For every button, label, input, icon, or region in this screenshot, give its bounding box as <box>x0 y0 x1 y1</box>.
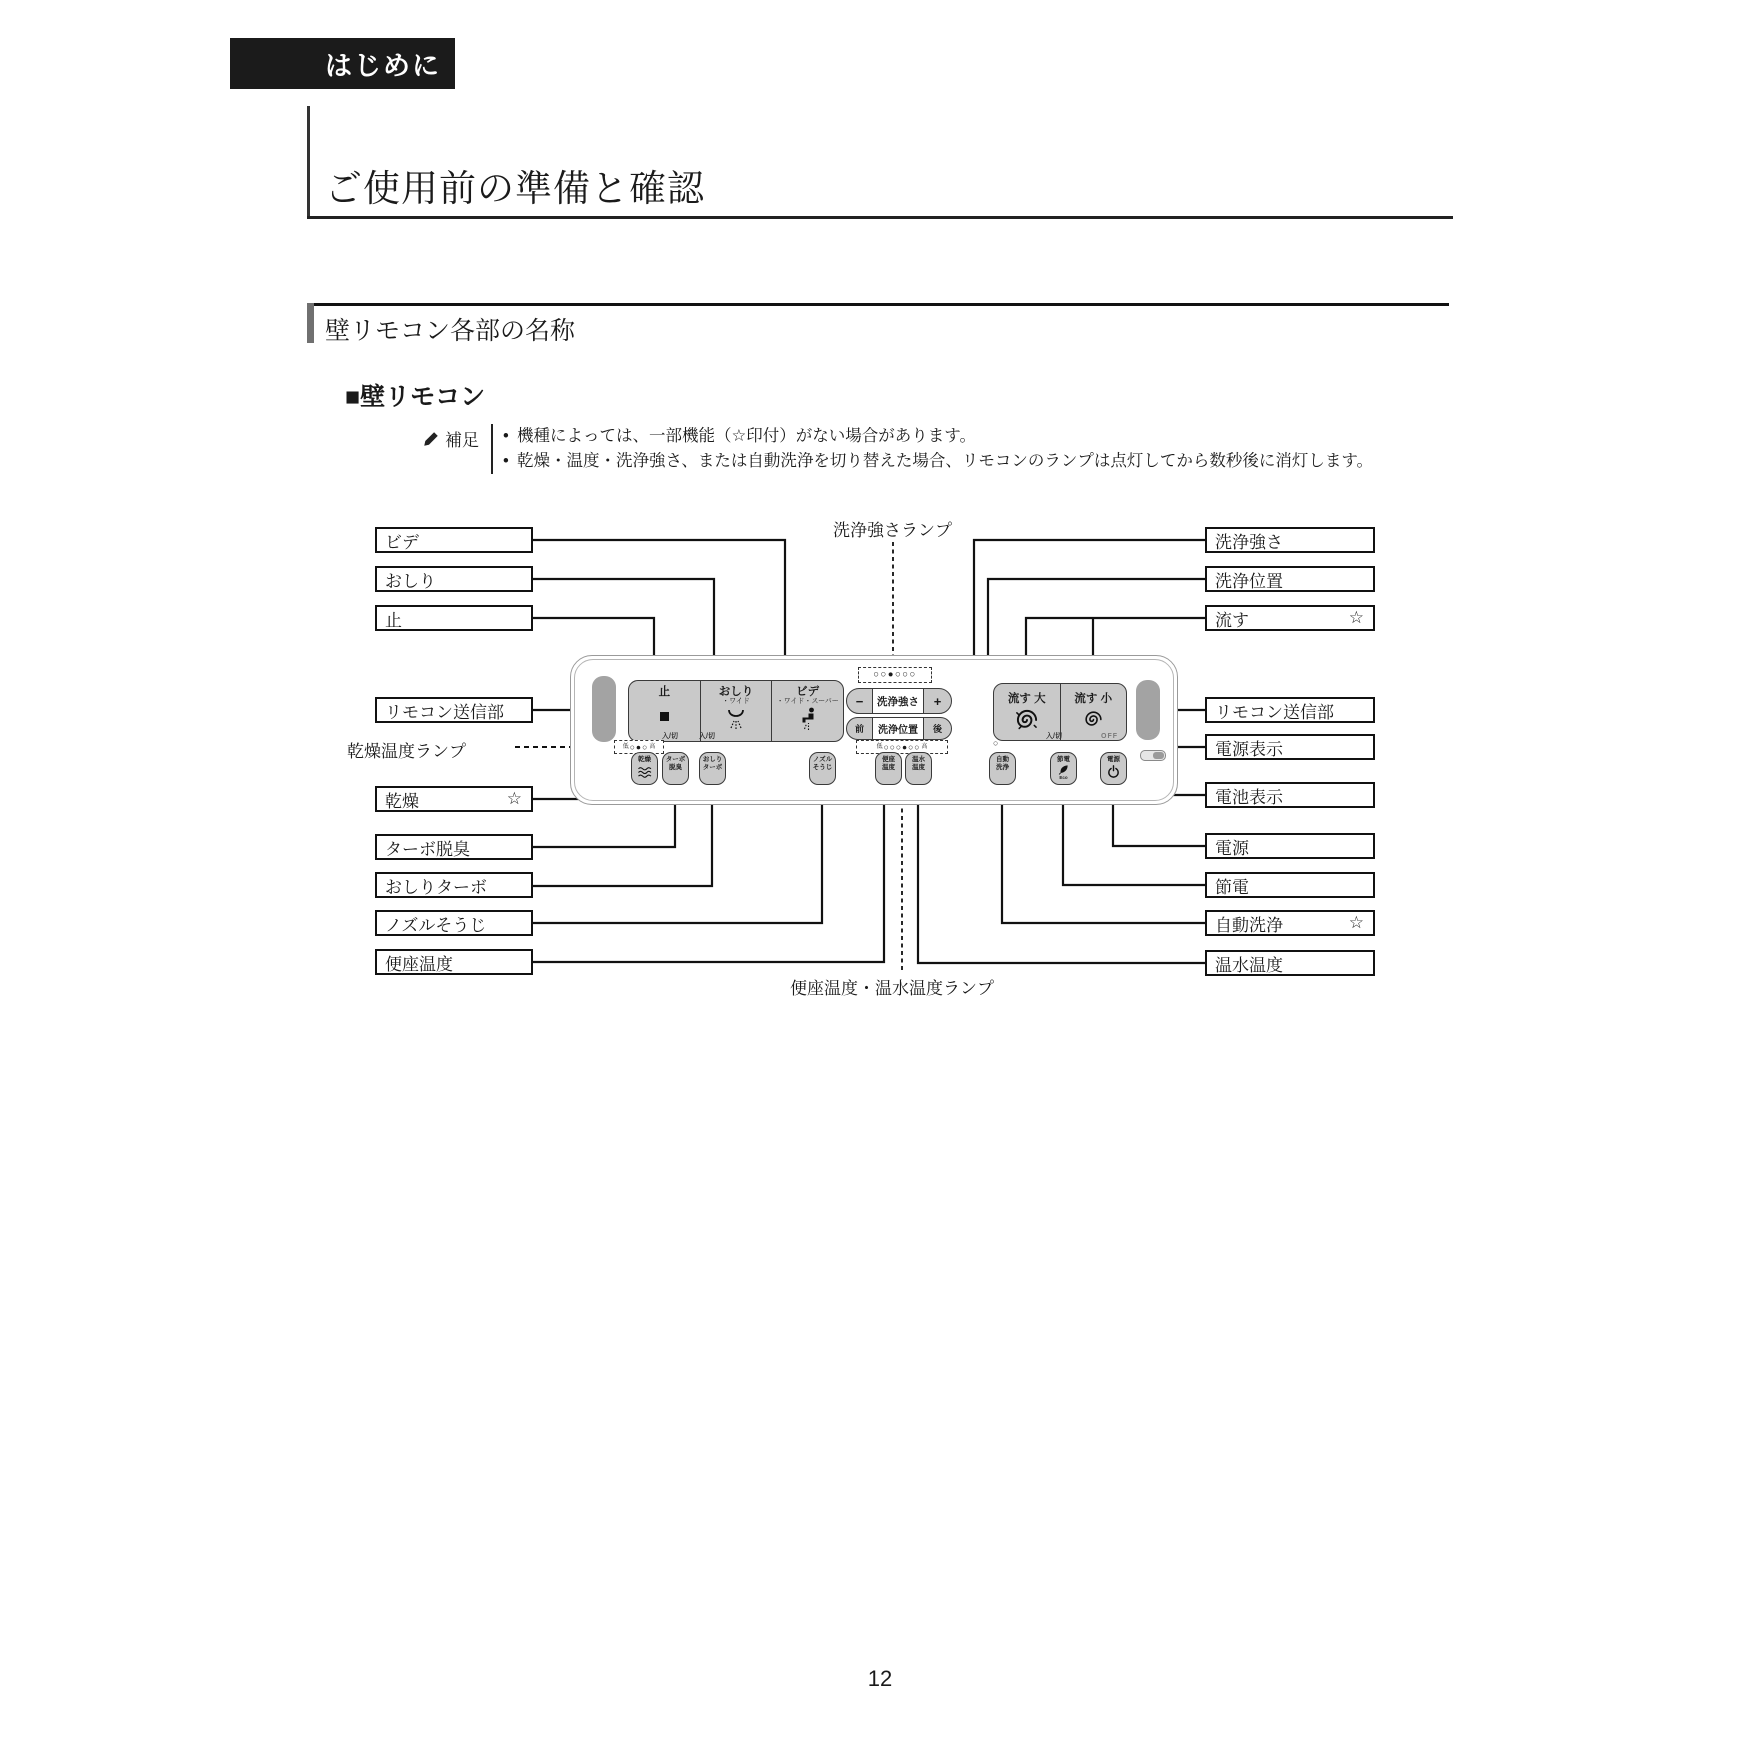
button-label: 洗浄 <box>996 763 1009 771</box>
callout-label: 電源 <box>1215 838 1249 858</box>
position-front-button: 前 <box>854 724 864 734</box>
callout-dryer <box>375 786 533 812</box>
wash-strength-lamp <box>858 667 932 683</box>
star-mark: ☆ <box>1348 608 1364 627</box>
seat-water-lamp-label: 便座温度・温水温度ランプ <box>790 979 994 998</box>
callout-nozzle-clean <box>375 910 533 936</box>
callout-label: 流す <box>1215 610 1249 630</box>
section-rule <box>307 303 1449 306</box>
button-label: 温度 <box>912 763 925 771</box>
callout-stop <box>375 605 533 631</box>
section-title: 壁リモコン各部の名称 <box>325 317 576 345</box>
swirl-large-icon <box>1014 707 1040 733</box>
chapter-tab <box>230 38 455 89</box>
button-label: 温水 <box>912 756 925 763</box>
button-label: 便座 <box>882 756 895 763</box>
dryer-button-label: 乾燥 <box>638 756 651 763</box>
turbo-onoff-label: 入/切 <box>662 733 678 740</box>
wash-position-control <box>846 717 952 740</box>
power-icon <box>1107 765 1120 778</box>
lamp-high-label: 高 <box>921 743 928 750</box>
strength-plus-button: + <box>933 693 942 709</box>
note-divider <box>491 424 493 474</box>
oshiri-turbo-button <box>699 752 726 785</box>
callout-power-indicator <box>1205 734 1375 760</box>
transmitter-left <box>592 676 616 742</box>
callout-label: 電源表示 <box>1215 739 1283 759</box>
note-block <box>423 424 1373 474</box>
callout-label: 洗浄強さ <box>1215 532 1283 552</box>
wave-icon <box>637 766 652 778</box>
callout-flush <box>1205 605 1375 631</box>
callout-wash-strength <box>1205 527 1375 553</box>
button-label: おしり <box>702 756 723 763</box>
button-label: ノズル <box>812 756 833 763</box>
oshiri-sub-label: ・ワイド <box>722 698 750 705</box>
subsection-title: ■壁リモコン <box>345 383 486 411</box>
bide-button <box>771 681 843 741</box>
strength-lamp-label: 洗浄強さランプ <box>833 521 952 540</box>
callout-label: 便座温度 <box>385 954 453 974</box>
star-mark: ☆ <box>506 789 522 808</box>
strength-minus-button: − <box>855 693 864 709</box>
seat-water-temp-lamp <box>856 740 948 754</box>
callout-label: 電池表示 <box>1215 787 1283 807</box>
note-lines <box>503 424 1373 474</box>
note-line: • 乾燥・温度・洗浄強さ、または自動洗浄を切り替えた場合、リモコンのランプは点灯してから数秒後に消灯します。 <box>503 449 1373 474</box>
section-accent-bar <box>307 303 314 343</box>
dryer-button <box>631 752 658 785</box>
pencil-icon <box>423 431 439 447</box>
star-mark: ☆ <box>1348 913 1364 932</box>
callout-label: 自動洗浄 <box>1215 915 1283 935</box>
callout-water-temp <box>1205 950 1375 976</box>
position-back-button: 後 <box>932 724 942 734</box>
lamp-high-label: 高 <box>649 743 656 750</box>
seat-temp-button <box>875 752 902 785</box>
strength-label: 洗浄強さ <box>872 689 924 713</box>
dryer-lamp-circles: ○●○ <box>629 742 649 752</box>
button-label: 温度 <box>882 763 895 771</box>
callout-wash-position <box>1205 566 1375 592</box>
callout-auto-wash <box>1205 910 1375 936</box>
swirl-small-icon <box>1083 709 1104 730</box>
title-accent-line <box>307 106 310 218</box>
callout-label: おしりターボ <box>385 877 487 897</box>
power-button <box>1100 752 1127 785</box>
auto-wash-button <box>989 752 1016 785</box>
oshiri-turbo-onoff-label: 入/切 <box>699 733 715 740</box>
button-label: 電源 <box>1107 756 1120 763</box>
button-label: ターボ <box>702 763 723 771</box>
flush-small-label: 流す 小 <box>1074 693 1113 705</box>
turbo-deodorize-button <box>662 752 689 785</box>
auto-wash-lamp-circle: ○ <box>993 738 999 748</box>
flush-large-label: 流す 大 <box>1007 693 1046 705</box>
callout-label: ノズルそうじ <box>385 915 487 935</box>
callout-oshiri <box>375 566 533 592</box>
lamp-low-label: 低 <box>876 743 883 750</box>
callout-transmitter-right <box>1205 697 1375 723</box>
bide-label: ビデ <box>796 686 820 698</box>
callout-label: ビデ <box>385 532 419 552</box>
note-line: • 機種によっては、一部機能（☆印付）がない場合があります。 <box>503 424 1373 449</box>
callout-oshiri-turbo <box>375 872 533 898</box>
callout-label: リモコン送信部 <box>1215 702 1334 722</box>
water-temp-button <box>905 752 932 785</box>
spray-icon <box>724 708 748 730</box>
power-off-label: OFF <box>1101 733 1118 740</box>
nozzle-clean-button <box>809 752 836 785</box>
wash-strength-lamp-circles: ○○●○○○ <box>873 669 917 680</box>
callout-power <box>1205 833 1375 859</box>
note-label: 補足 <box>445 431 479 450</box>
lamp-low-label: 低 <box>622 743 629 750</box>
button-label: 自動 <box>996 756 1009 763</box>
callout-battery-indicator <box>1205 782 1375 808</box>
temp-lamp-circles: ○○○●○○ <box>883 742 921 752</box>
callout-label: 乾燥 <box>385 791 419 811</box>
stop-square-icon <box>660 712 669 721</box>
eco-button <box>1050 752 1077 785</box>
page-number: 12 <box>867 1666 893 1691</box>
main-wash-buttons <box>628 680 844 742</box>
callout-label: 温水温度 <box>1215 955 1283 975</box>
battery-icon <box>1140 750 1166 761</box>
callout-label: ターボ脱臭 <box>385 839 470 859</box>
dryer-lamp-label: 乾燥温度ランプ <box>347 742 466 761</box>
callout-seat-temp <box>375 949 533 975</box>
battery-fill <box>1153 752 1164 759</box>
leaf-icon <box>1058 764 1069 775</box>
position-label: 洗浄位置 <box>872 718 924 739</box>
button-label: 節電 <box>1057 756 1070 763</box>
button-label: ターボ <box>665 756 686 763</box>
callout-eco <box>1205 872 1375 898</box>
button-label: そうじ <box>812 763 833 771</box>
transmitter-right <box>1136 680 1160 740</box>
flush-small-button <box>1060 684 1127 740</box>
bide-sub-label: ・ワイド・スーパー <box>776 698 839 705</box>
callout-turbo-deodorize <box>375 834 533 860</box>
bidet-person-icon <box>798 707 818 731</box>
title-underline <box>307 216 1453 219</box>
page-title: ご使用前の準備と確認 <box>325 168 705 209</box>
callout-label: 止 <box>385 610 402 630</box>
callout-label: 節電 <box>1215 877 1249 897</box>
wash-strength-control <box>846 688 952 714</box>
callout-label: 洗浄位置 <box>1215 571 1283 591</box>
eco-sub-label: Eco <box>1059 774 1068 780</box>
callout-label: おしり <box>385 571 436 591</box>
note-head <box>423 424 479 451</box>
oshiri-label: おしり <box>718 686 754 698</box>
callout-transmitter-left <box>375 697 533 723</box>
button-label: 脱臭 <box>669 763 682 771</box>
callout-label: リモコン送信部 <box>385 702 504 722</box>
stop-label: 止 <box>658 686 671 698</box>
chapter-tab-label: はじめに <box>325 51 441 81</box>
eco-onoff-label: 入/切 <box>1046 733 1062 740</box>
callout-bide <box>375 527 533 553</box>
